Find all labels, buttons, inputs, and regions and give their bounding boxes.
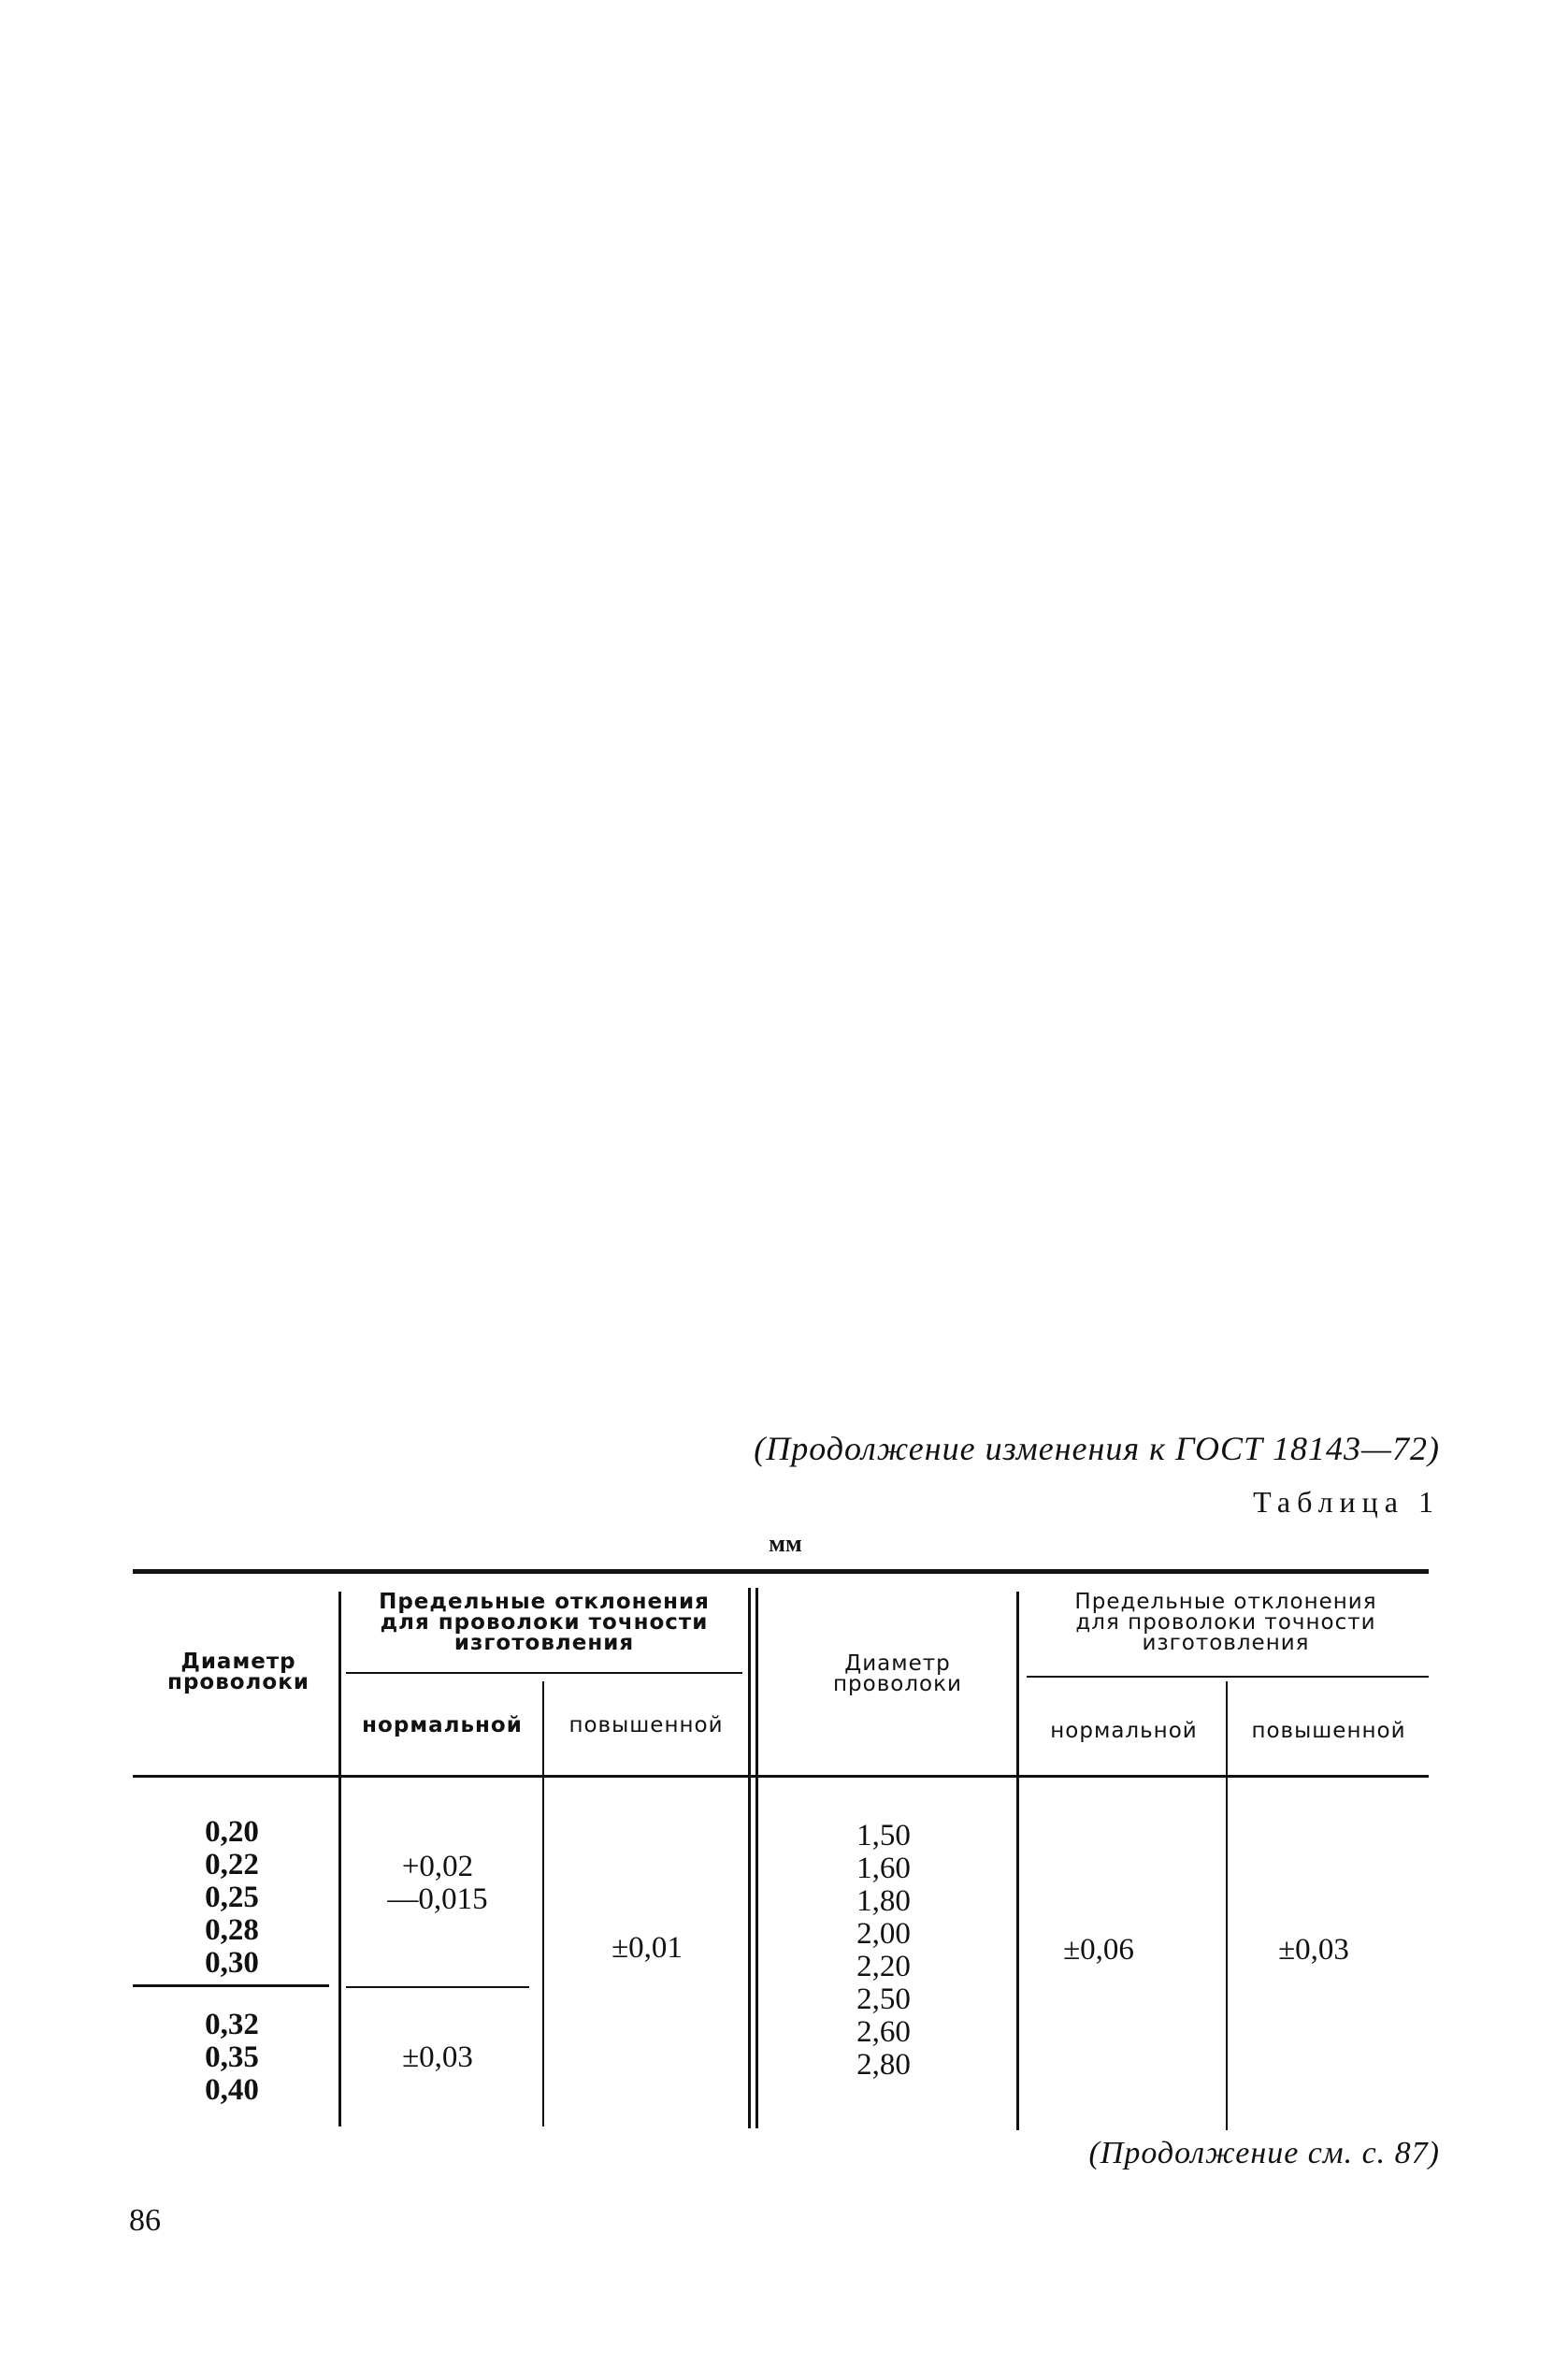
diameter-value: 1,80 bbox=[856, 1884, 911, 1918]
right-normal-high-divider bbox=[1226, 1681, 1228, 2130]
left-group-separator-normal bbox=[346, 1986, 529, 1988]
right-deviation-header: Предельные отклонения для проволоки точности изготовления bbox=[1074, 1590, 1377, 1655]
diameter-value: 0,20 bbox=[205, 1815, 259, 1849]
diameter-value: 0,35 bbox=[205, 2040, 259, 2074]
right-diameter-header: Диаметр проволоки bbox=[833, 1651, 962, 1696]
diameter-value: 0,40 bbox=[205, 2073, 259, 2107]
right-diameters bbox=[785, 1820, 982, 2082]
diameter-value: 0,30 bbox=[205, 1946, 259, 1980]
left-normal-header: нормальной bbox=[362, 1713, 523, 1737]
diameter-value: 0,28 bbox=[205, 1913, 259, 1947]
right-high-tolerance: ±0,03 bbox=[1278, 1933, 1349, 1967]
left-group2-normal-tolerance: ±0,03 bbox=[402, 2040, 473, 2074]
diameter-value: 0,22 bbox=[205, 1848, 259, 1881]
left-normal-high-divider bbox=[542, 1681, 544, 2126]
double-divider-right bbox=[755, 1588, 758, 2128]
left-high-tolerance: ±0,01 bbox=[611, 1931, 683, 1965]
continuation-header: (Продолжение изменения к ГОСТ 18143—72) bbox=[754, 1430, 1440, 1467]
left-group-separator-diameter bbox=[133, 1984, 329, 1987]
right-deviation-subrule bbox=[1027, 1676, 1429, 1678]
table-top-rule bbox=[133, 1569, 1429, 1574]
diameter-value: 2,20 bbox=[856, 1950, 911, 1983]
diameter-value: 2,50 bbox=[856, 1982, 911, 2016]
diameter-value: 2,80 bbox=[856, 2048, 911, 2082]
right-normal-tolerance: ±0,06 bbox=[1063, 1933, 1134, 1967]
left-group2-diameters bbox=[140, 2009, 324, 2107]
left-diameter-divider bbox=[338, 1592, 341, 2126]
diameter-value: 0,32 bbox=[205, 2008, 259, 2041]
left-diameter-header: Диаметр проволоки bbox=[167, 1650, 309, 1694]
table-label: Таблица 1 bbox=[1253, 1485, 1440, 1519]
double-divider-left bbox=[748, 1588, 751, 2128]
diameter-value: 1,60 bbox=[856, 1852, 911, 1885]
diameter-value: 2,00 bbox=[856, 1917, 911, 1951]
diameter-value: 1,50 bbox=[856, 1819, 911, 1852]
left-deviation-subrule bbox=[346, 1672, 742, 1674]
left-deviation-header: Предельные отклонения для проволоки точности изготовления bbox=[379, 1590, 710, 1655]
left-high-header: повышенной bbox=[568, 1713, 724, 1737]
right-normal-header: нормальной bbox=[1050, 1719, 1198, 1743]
diameter-value: 0,25 bbox=[205, 1881, 259, 1914]
right-high-header: повышенной bbox=[1251, 1719, 1406, 1743]
page-number: 86 bbox=[129, 2203, 161, 2238]
diameter-value: 2,60 bbox=[856, 2015, 911, 2049]
units-label: мм bbox=[769, 1530, 802, 1557]
left-group1-diameters bbox=[140, 1816, 324, 1980]
left-group1-normal-tolerance: +0,02 —0,015 bbox=[387, 1850, 488, 1916]
header-bottom-rule bbox=[133, 1775, 1429, 1778]
right-diameter-divider bbox=[1016, 1592, 1019, 2130]
footer-continuation: (Продолжение см. с. 87) bbox=[1088, 2136, 1440, 2170]
